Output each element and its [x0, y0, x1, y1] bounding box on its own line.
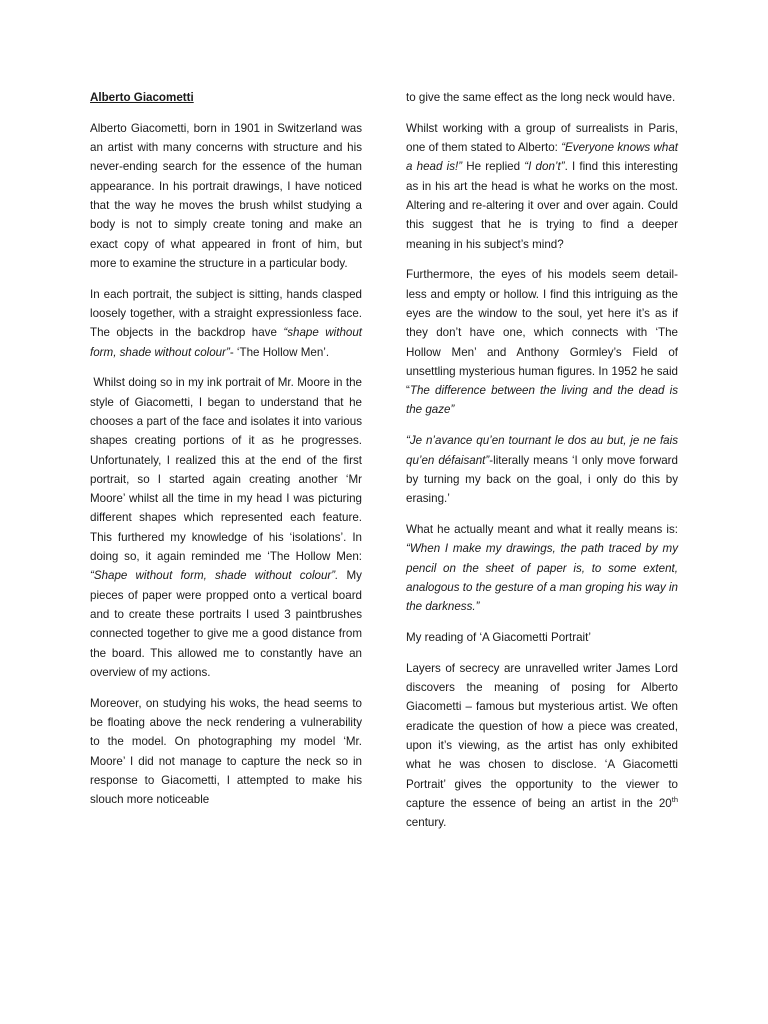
quote-hollow-men: “shape without form, shade without colour” [90, 326, 363, 359]
paragraph-reading [406, 659, 678, 833]
paragraph-surrealists [406, 119, 678, 254]
text-run: What he actually meant and what it really means is: [406, 522, 678, 536]
superscript-th: th [671, 794, 678, 804]
paragraph-intro: Alberto Giacometti, born in 1901 in Switzerland was an artist with many concerns with structure and his never-ending search for the essence of the human appearance. In his portrait drawings, I have noticed that the way he moves the brush whilst studying a body is not to simply create toning and make an exact copy of what appeared in front of him, but more to examine the structure in a particular body. [90, 121, 362, 270]
text-run: . I find this interesting as in his art the head is what he works on the most. Altering and re-altering it over and over again. Could this suggest that he is trying to find a deeper meaning in his subject’s mind? [406, 160, 678, 251]
left-column [90, 88, 362, 821]
text-run: My pieces of paper were propped onto a vertical board and to create these portraits I used 3 paintbrushes connected together to give me a good distance from the board. This allowed me to constantly have an overview of my actions. [90, 569, 362, 679]
text-run: -literally means ‘I only move forward by turning my back on the goal, i only do this by erasing.’ [406, 453, 678, 506]
paragraph-actual-meaning [406, 520, 678, 616]
quote-french: “Je n’avance qu’en tournant le dos au but, je ne fais qu’en défaisant” [406, 434, 678, 467]
paragraph-portrait-subject [90, 285, 362, 362]
text-run: - ‘The Hollow Men’. [229, 345, 330, 359]
section-heading-reading: My reading of ‘A Giacometti Portrait’ [406, 630, 591, 644]
text-run: century. [406, 816, 447, 830]
quote-hollow-men-2: “Shape without form, shade without colour”. [90, 569, 339, 583]
paragraph-french-quote [406, 431, 678, 508]
text-run: Furthermore, the eyes of his models seem detail-less and empty or hollow. I find this intriguing as the eyes are the window to the soul, yet here it’s as if they don’t have one, which connects with ‘The Hollow Men’ and Anthony Gormley’s Field of unsettling mysterious human figures. In 1952 he said “ [406, 268, 678, 398]
paragraph-long-neck: to give the same effect as the long neck would have. [406, 91, 676, 104]
quote-gaze: The difference between the living and the dead is the gaze” [406, 384, 678, 417]
quote-drawings-path: “When I make my drawings, the path traced by my pencil on the sheet of paper is, to some extent, analogous to the gesture of a man groping his way in the darkness.” [406, 542, 678, 614]
text-run: Layers of secrecy are unravelled writer James Lord discovers the meaning of posing for Alberto Giacometti – famous but mysterious artist. We often eradicate the question of how a piece was created, upon it’s viewing, as the artist has only exhibited what he was chosen to disclose. ‘A Giacometti Portrait’ gives the opportunity to the viewer to capture the essence of being an artist in the 20 [406, 661, 678, 810]
quote-i-dont: “I don’t” [524, 160, 565, 174]
right-column [406, 88, 678, 844]
paragraph-floating-head: Moreover, on studying his woks, the head seems to be floating above the neck rendering a vulnerability to the model. On photographing my model ‘Mr. Moore’ I did not manage to capture the neck so in response to Giacometti, I attempted to make his slouch more noticeable [90, 696, 362, 807]
quote-everyone-knows: “Everyone knows what a head is!” [406, 141, 678, 174]
text-run: Whilst doing so in my ink portrait of Mr. Moore in the style of Giacometti, I began to understand that he chooses a part of the face and isolates it into various shapes creating portions of it as he progresses. Unfortunately, I realized this at the end of the first portrait, so I started again creating another ‘Mr Moore’ whilst all the time in my head I was picturing different shapes which represented each feature. This furthered my knowledge of his ‘isolations’. In doing so, it again reminded me ‘The Hollow Men: [90, 376, 362, 564]
text-run: In each portrait, the subject is sitting, hands clasped loosely together, with a straight expressionless face. The objects in the backdrop have [90, 287, 362, 340]
text-run: He replied [462, 160, 525, 174]
text-run: Whilst working with a group of surrealists in Paris, one of them stated to Alberto: [406, 121, 678, 155]
paragraph-ink-portrait [90, 373, 362, 682]
document-title: Alberto Giacometti [90, 91, 194, 104]
paragraph-eyes [406, 265, 678, 419]
